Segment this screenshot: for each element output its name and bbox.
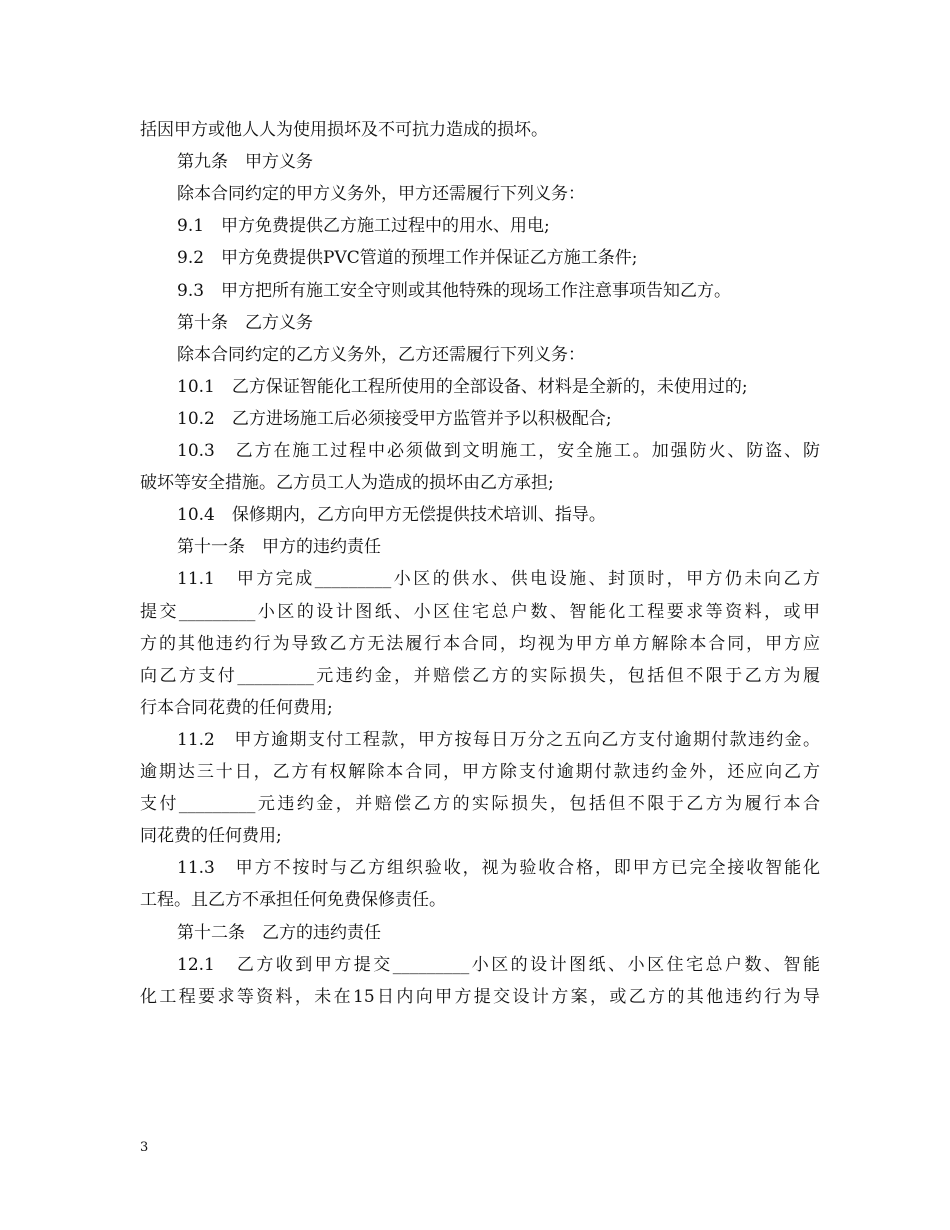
text-line: 工程。且乙方不承担任何免费保修责任。 xyxy=(140,890,446,910)
text-line: 支付_________元违约金，并赔偿乙方的实际损失，包括但不限于乙方为履行本合 xyxy=(140,794,820,814)
text-line: 第十二条 乙方的违约责任 xyxy=(177,923,381,943)
text-line: 11.2 甲方逾期支付工程款，甲方按每日万分之五向乙方支付逾期付款违约金。 xyxy=(177,730,820,750)
text-line: 10.2 乙方进场施工后必须接受甲方监管并予以积极配合; xyxy=(177,409,612,429)
text-line: 9.2 甲方免费提供PVC管道的预埋工作并保证乙方施工条件; xyxy=(177,248,638,268)
text-line: 9.1 甲方免费提供乙方施工过程中的用水、用电; xyxy=(177,216,550,236)
text-line: 逾期达三十日，乙方有权解除本合同，甲方除支付逾期付款违约金外，还应向乙方 xyxy=(140,762,820,782)
text-line: 提交_________小区的设计图纸、小区住宅总户数、智能化工程要求等资料，或甲 xyxy=(140,602,820,622)
text-line: 同花费的任何费用; xyxy=(140,826,282,846)
text-line: 10.3 乙方在施工过程中必须做到文明施工，安全施工。加强防火、防盗、防 xyxy=(177,441,820,461)
text-line: 向乙方支付_________元违约金，并赔偿乙方的实际损失，包括但不限于乙方为履 xyxy=(140,666,820,686)
text-line: 第十条 乙方义务 xyxy=(177,313,313,333)
text-line: 破坏等安全措施。乙方员工人为造成的损坏由乙方承担; xyxy=(140,473,554,493)
text-line: 11.3 甲方不按时与乙方组织验收，视为验收合格，即甲方已完全接收智能化 xyxy=(177,858,820,878)
text-line: 9.3 甲方把所有施工安全守则或其他特殊的现场工作注意事项告知乙方。 xyxy=(177,281,732,301)
text-line: 10.4 保修期内，乙方向甲方无偿提供技术培训、指导。 xyxy=(177,505,606,525)
text-line: 10.1 乙方保证智能化工程所使用的全部设备、材料是全新的，未使用过的; xyxy=(177,377,748,397)
text-line: 括因甲方或他人人为使用损坏及不可抗力造成的损坏。 xyxy=(140,120,548,140)
text-line: 11.1 甲方完成_________小区的供水、供电设施、封顶时，甲方仍未向乙方 xyxy=(177,569,820,589)
text-line: 12.1 乙方收到甲方提交_________小区的设计图纸、小区住宅总户数、智能 xyxy=(177,955,820,975)
page-number: 3 xyxy=(140,1140,149,1155)
text-line: 除本合同约定的乙方义务外，乙方还需履行下列义务： xyxy=(177,345,585,365)
text-line: 第九条 甲方义务 xyxy=(177,152,313,172)
text-line: 除本合同约定的甲方义务外，甲方还需履行下列义务： xyxy=(177,184,585,204)
text-line: 化工程要求等资料，未在15日内向甲方提交设计方案，或乙方的其他违约行为导 xyxy=(140,987,820,1007)
text-line: 第十一条 甲方的违约责任 xyxy=(177,537,381,557)
text-line: 方的其他违约行为导致乙方无法履行本合同，均视为甲方单方解除本合同，甲方应 xyxy=(140,634,820,654)
text-line: 行本合同花费的任何费用; xyxy=(140,698,333,718)
